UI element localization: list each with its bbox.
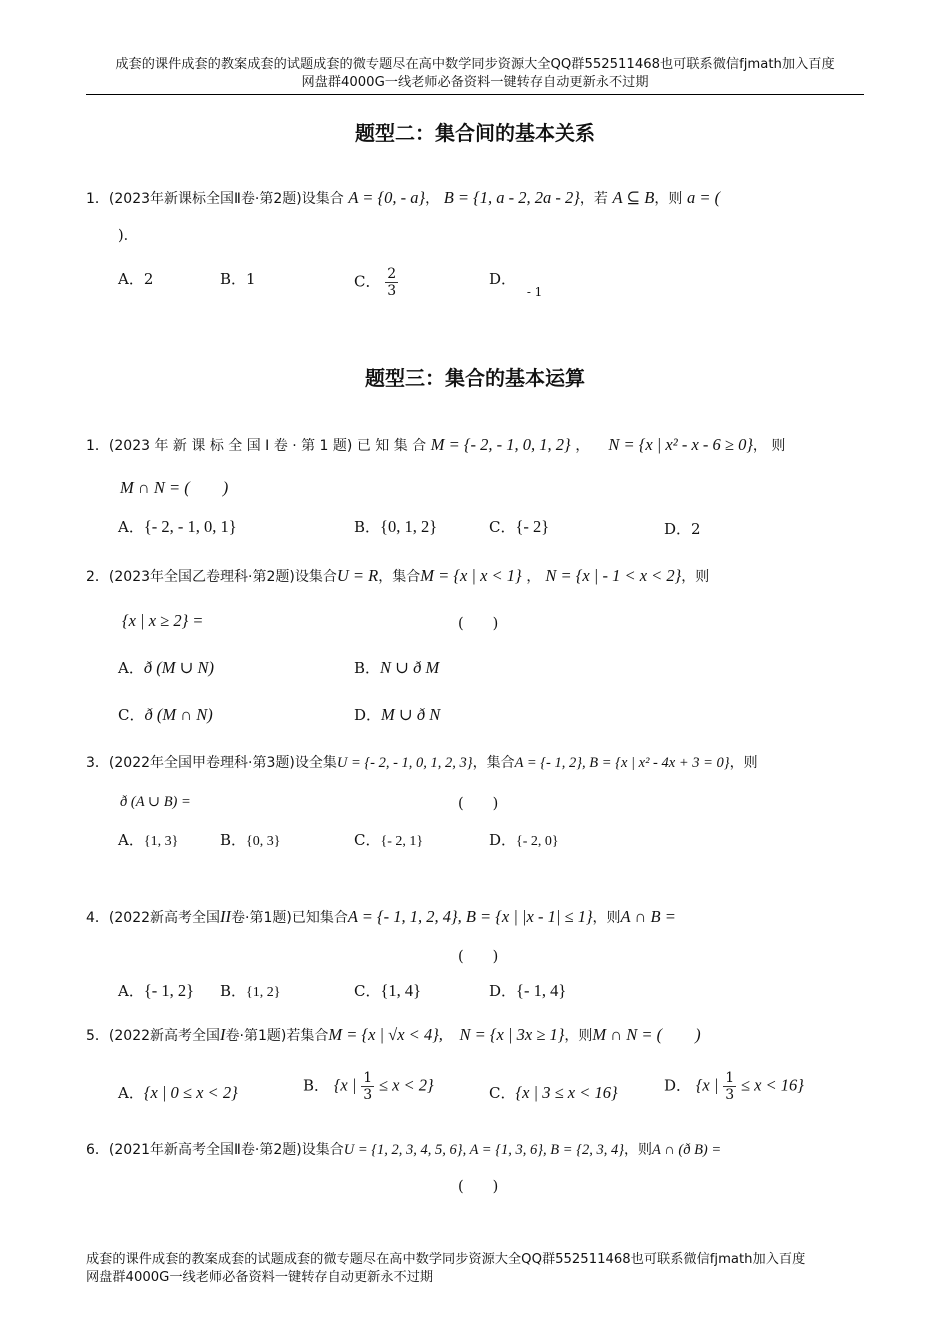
s3-q3-option-c [354, 829, 423, 853]
s2-q1-option-b: B．1 [220, 270, 256, 288]
s2-q1-option-d-label: D． [489, 270, 517, 288]
s3-q6-then: ，则 [624, 1142, 653, 1158]
s2-q1-source: (2023年新课标全国Ⅱ卷·第2题) [108, 191, 302, 207]
option-label: D． [664, 1076, 692, 1095]
s2-q1-option-d [489, 268, 543, 299]
s3-q6-expr: A ∩ (ð B) = [652, 1142, 722, 1158]
s3-q2-option-b [354, 657, 439, 679]
option-value-post: ≤ x < 2} [378, 1075, 434, 1095]
option-value: {x | 3 ≤ x < 16} [515, 1083, 618, 1102]
frac-num: 1 [363, 1070, 373, 1086]
section-title-3: 题型三：集合的基本运算 [365, 366, 585, 390]
s3-q5-N: N = {x | 3x ≥ 1} [459, 1025, 565, 1044]
option-value: {- 2, 0} [516, 834, 559, 849]
s3-q5-expr: M ∩ N = ( ) [592, 1025, 701, 1044]
option-value: M ∪ ð N [381, 705, 441, 724]
option-value: {- 2, 1} [380, 834, 424, 849]
s3-q4-paren: ( ) [458, 949, 499, 965]
s3-q2-U: U = R [336, 566, 379, 585]
s3-q5-option-d [664, 1070, 804, 1103]
option-label: B． [220, 831, 247, 849]
s3-q5-option-c [489, 1082, 618, 1104]
option-label: C． [489, 1084, 516, 1102]
s3-q4-text2: 卷·第1题)已知集合 [231, 910, 348, 926]
option-value-pre: {x | [695, 1075, 719, 1095]
s3-q6-num: 6． [86, 1142, 109, 1158]
s3-q1-num: 1． [86, 438, 109, 454]
s2-q1-option-c-fraction [385, 266, 398, 299]
option-value: {1, 3} [143, 834, 179, 849]
s2-q1-option-c [354, 266, 398, 299]
option-label: A． [118, 982, 144, 1000]
option-value: ð (M ∪ N) [143, 658, 215, 677]
option-value: {- 2} [515, 517, 550, 536]
s3-q1-option-a [118, 516, 237, 538]
s2-q1-option-c-label: C． [354, 272, 381, 291]
s3-q2-M: M = {x | x < 1} [420, 566, 522, 585]
s3-q5-num: 5． [86, 1028, 109, 1044]
s3-q1-M: M = {- 2, - 1, 0, 1, 2} [430, 435, 571, 454]
s2-q1-setB: B = {1, a - 2, 2a - 2} [443, 188, 580, 207]
header-line-2: 网盘群4000G一线老师必备资料一键转存自动更新永不过期 [301, 75, 649, 90]
s3-q2-option-c [118, 704, 213, 726]
page-header [86, 56, 864, 92]
option-label: D． [489, 831, 517, 849]
s3-q2-num: 2． [86, 569, 109, 585]
s2-q1-var: a = ( [687, 188, 721, 207]
option-label: A． [118, 1084, 144, 1102]
option-label: C． [489, 518, 516, 536]
s2-q1-sep: ， [425, 191, 440, 207]
option-value: {x | 0 ≤ x < 2} [143, 1083, 238, 1102]
option-value: {0, 3} [246, 834, 281, 849]
s3-q2-paren: ( ) [458, 616, 499, 632]
section-title-2: 题型二：集合间的基本关系 [355, 121, 595, 145]
s3-q5-M: M = {x | √x < 4}, [328, 1025, 443, 1044]
s3-q3-option-d [489, 829, 559, 853]
s3-q1-option-c [489, 516, 549, 538]
s3-q5-option-a [118, 1082, 238, 1104]
s3-q4-option-b [220, 980, 280, 1004]
option-label: D． [354, 706, 382, 724]
s3-q1-then: ， 则 [752, 438, 786, 454]
footer-line-1: 成套的课件成套的教案成套的试题成套的微专题尽在高中数学同步资源大全QQ群552511468也可联系微信fjmath加入百度 [86, 1252, 806, 1267]
s3-q3-line2: ð (A ∪ B) = [120, 794, 191, 810]
s3-q4-option-c [354, 980, 421, 1002]
option-value: {- 1, 2} [143, 981, 195, 1000]
option-value: ð (M ∩ N) [144, 705, 213, 724]
s3-q4-num: 4． [86, 910, 109, 926]
frac-den: 3 [725, 1087, 735, 1103]
s3-q1-option-b [354, 516, 437, 538]
option-value-post: ≤ x < 16} [740, 1075, 804, 1095]
option-label: B． [354, 518, 381, 536]
s3-q3-option-a [118, 829, 178, 853]
s2-q1-text: 设集合 [301, 191, 344, 207]
s3-q1-line2: M ∩ N = ( ) [120, 478, 229, 497]
s3-q3-U: U = {- 2, - 1, 0, 1, 2, 3} [336, 755, 473, 771]
s2-q1-then: ，则 [654, 191, 683, 207]
s3-q5-roman: I [220, 1025, 226, 1044]
option-value: {- 2, - 1, 0, 1} [143, 517, 237, 536]
s3-q2-line1: 2．(2023年全国乙卷理科·第2题)设集合U = R，集合M = {x | x < 1} ， N = {x | - 1 < x < 2}，则 [86, 566, 710, 585]
s2-q1-option-d-value: - 1 [526, 285, 543, 299]
option-value: {1, 4} [380, 981, 422, 1000]
s3-q4-option-d [489, 980, 566, 1002]
s3-q4-then: ，则 [592, 910, 621, 926]
s3-q4-text: (2022新高考全国 [108, 910, 221, 926]
frac-den: 3 [387, 283, 397, 299]
s3-q5-option-b [303, 1070, 434, 1103]
s2-q1-cond: ，若 [579, 191, 608, 207]
option-value: {0, 1, 2} [380, 517, 438, 536]
s3-q1-N: N = {x | x² - x - 6 ≥ 0} [608, 435, 753, 454]
option-label: C． [118, 706, 145, 724]
s3-q3-text: (2022年全国甲卷理科·第3题)设全集 [108, 755, 337, 771]
s2-q1-num: 1． [86, 191, 109, 207]
option-value: {- 1, 4} [516, 981, 567, 1000]
s3-q1-text: (2023 年 新 课 标 全 国 Ⅰ 卷 · 第 1 题) 已 知 集 合 [108, 438, 427, 454]
s3-q3-mid: ，集合 [472, 755, 515, 771]
s2-q1-relation: A ⊆ B [612, 188, 655, 207]
s3-q1-option-d: D．2 [664, 520, 701, 538]
option-label: B． [303, 1076, 330, 1095]
s3-q2-mid: ，集合 [378, 569, 421, 585]
s3-q5-text: (2022新高考全国 [108, 1028, 221, 1044]
frac-num: 2 [387, 266, 397, 282]
option-label: A． [118, 831, 144, 849]
s3-q6-paren: ( ) [458, 1179, 499, 1195]
s3-q3-AB: A = {- 1, 2}, B = {x | x² - 4x + 3 = 0} [514, 755, 730, 771]
s3-q6-text: (2021年新高考全国Ⅱ卷·第2题)设集合 [108, 1142, 344, 1158]
s3-q2-N: N = {x | - 1 < x < 2} [545, 566, 682, 585]
s3-q2-option-a [118, 657, 214, 679]
s3-q2-text: (2023年全国乙卷理科·第2题)设集合 [108, 569, 337, 585]
option-label: C． [354, 831, 381, 849]
frac-num: 1 [725, 1070, 735, 1086]
s3-q4-option-a [118, 980, 194, 1002]
option-label: A． [118, 659, 144, 677]
option-value-pre: {x | [333, 1075, 357, 1095]
s2-q1-line1 [86, 187, 720, 210]
s3-q4-line1 [86, 906, 676, 929]
s2-q1-line2: )． [118, 228, 139, 244]
s3-q4-B: , B = {x | |x - 1| ≤ 1} [457, 907, 593, 926]
option-value: {1, 2} [246, 985, 281, 1000]
s3-q5-line1 [86, 1024, 701, 1047]
s3-q3-line1 [86, 752, 758, 774]
s3-q4-roman: II [220, 907, 232, 926]
s3-q2-then: ，则 [681, 569, 710, 585]
s3-q3-paren: ( ) [458, 796, 499, 812]
s3-q5-then: ，则 [564, 1028, 593, 1044]
s3-q4-expr: A ∩ B = [620, 907, 676, 926]
s3-q5-text2: 卷·第1题)若集合 [225, 1028, 329, 1044]
option-label: C． [354, 982, 381, 1000]
header-divider [86, 94, 864, 95]
s3-q6-sets: U = {1, 2, 3, 4, 5, 6}, A = {1, 3, 6}, B = {2, 3, 4} [343, 1142, 625, 1158]
s3-q1-line1: 1．(2023 年 新 课 标 全 国 Ⅰ 卷 · 第 1 题) 已 知 集 合 M = {- 2, - 1, 0, 1, 2} ， N = {x | x² - x - 6 ≥ 0}， 则 [86, 435, 786, 454]
header-line-1: 成套的课件成套的教案成套的试题成套的微专题尽在高中数学同步资源大全QQ群552511468也可联系微信fjmath加入百度 [115, 57, 835, 72]
frac-den: 3 [363, 1087, 373, 1103]
s3-q4-A: A = {- 1, 1, 2, 4} [347, 907, 458, 926]
s3-q3-num: 3． [86, 755, 109, 771]
s3-q3-option-b [220, 829, 280, 853]
option-fraction [361, 1070, 374, 1103]
s2-q1-option-a: A．2 [118, 270, 154, 288]
option-label: B． [354, 659, 381, 677]
s2-q1-setA: A = {0, - a} [348, 188, 426, 207]
s3-q2-line2: {x | x ≥ 2} = [122, 611, 204, 630]
s3-q6-line1 [86, 1139, 721, 1161]
option-value: N ∪ ð M [380, 658, 440, 677]
page-footer [86, 1251, 864, 1287]
s3-q2-option-d [354, 704, 440, 726]
option-label: B． [220, 982, 247, 1000]
option-label: D． [489, 982, 517, 1000]
option-fraction [723, 1070, 736, 1103]
s3-q3-then: ，则 [729, 755, 758, 771]
option-label: A． [118, 518, 144, 536]
footer-line-2: 网盘群4000G一线老师必备资料一键转存自动更新永不过期 [86, 1270, 434, 1285]
